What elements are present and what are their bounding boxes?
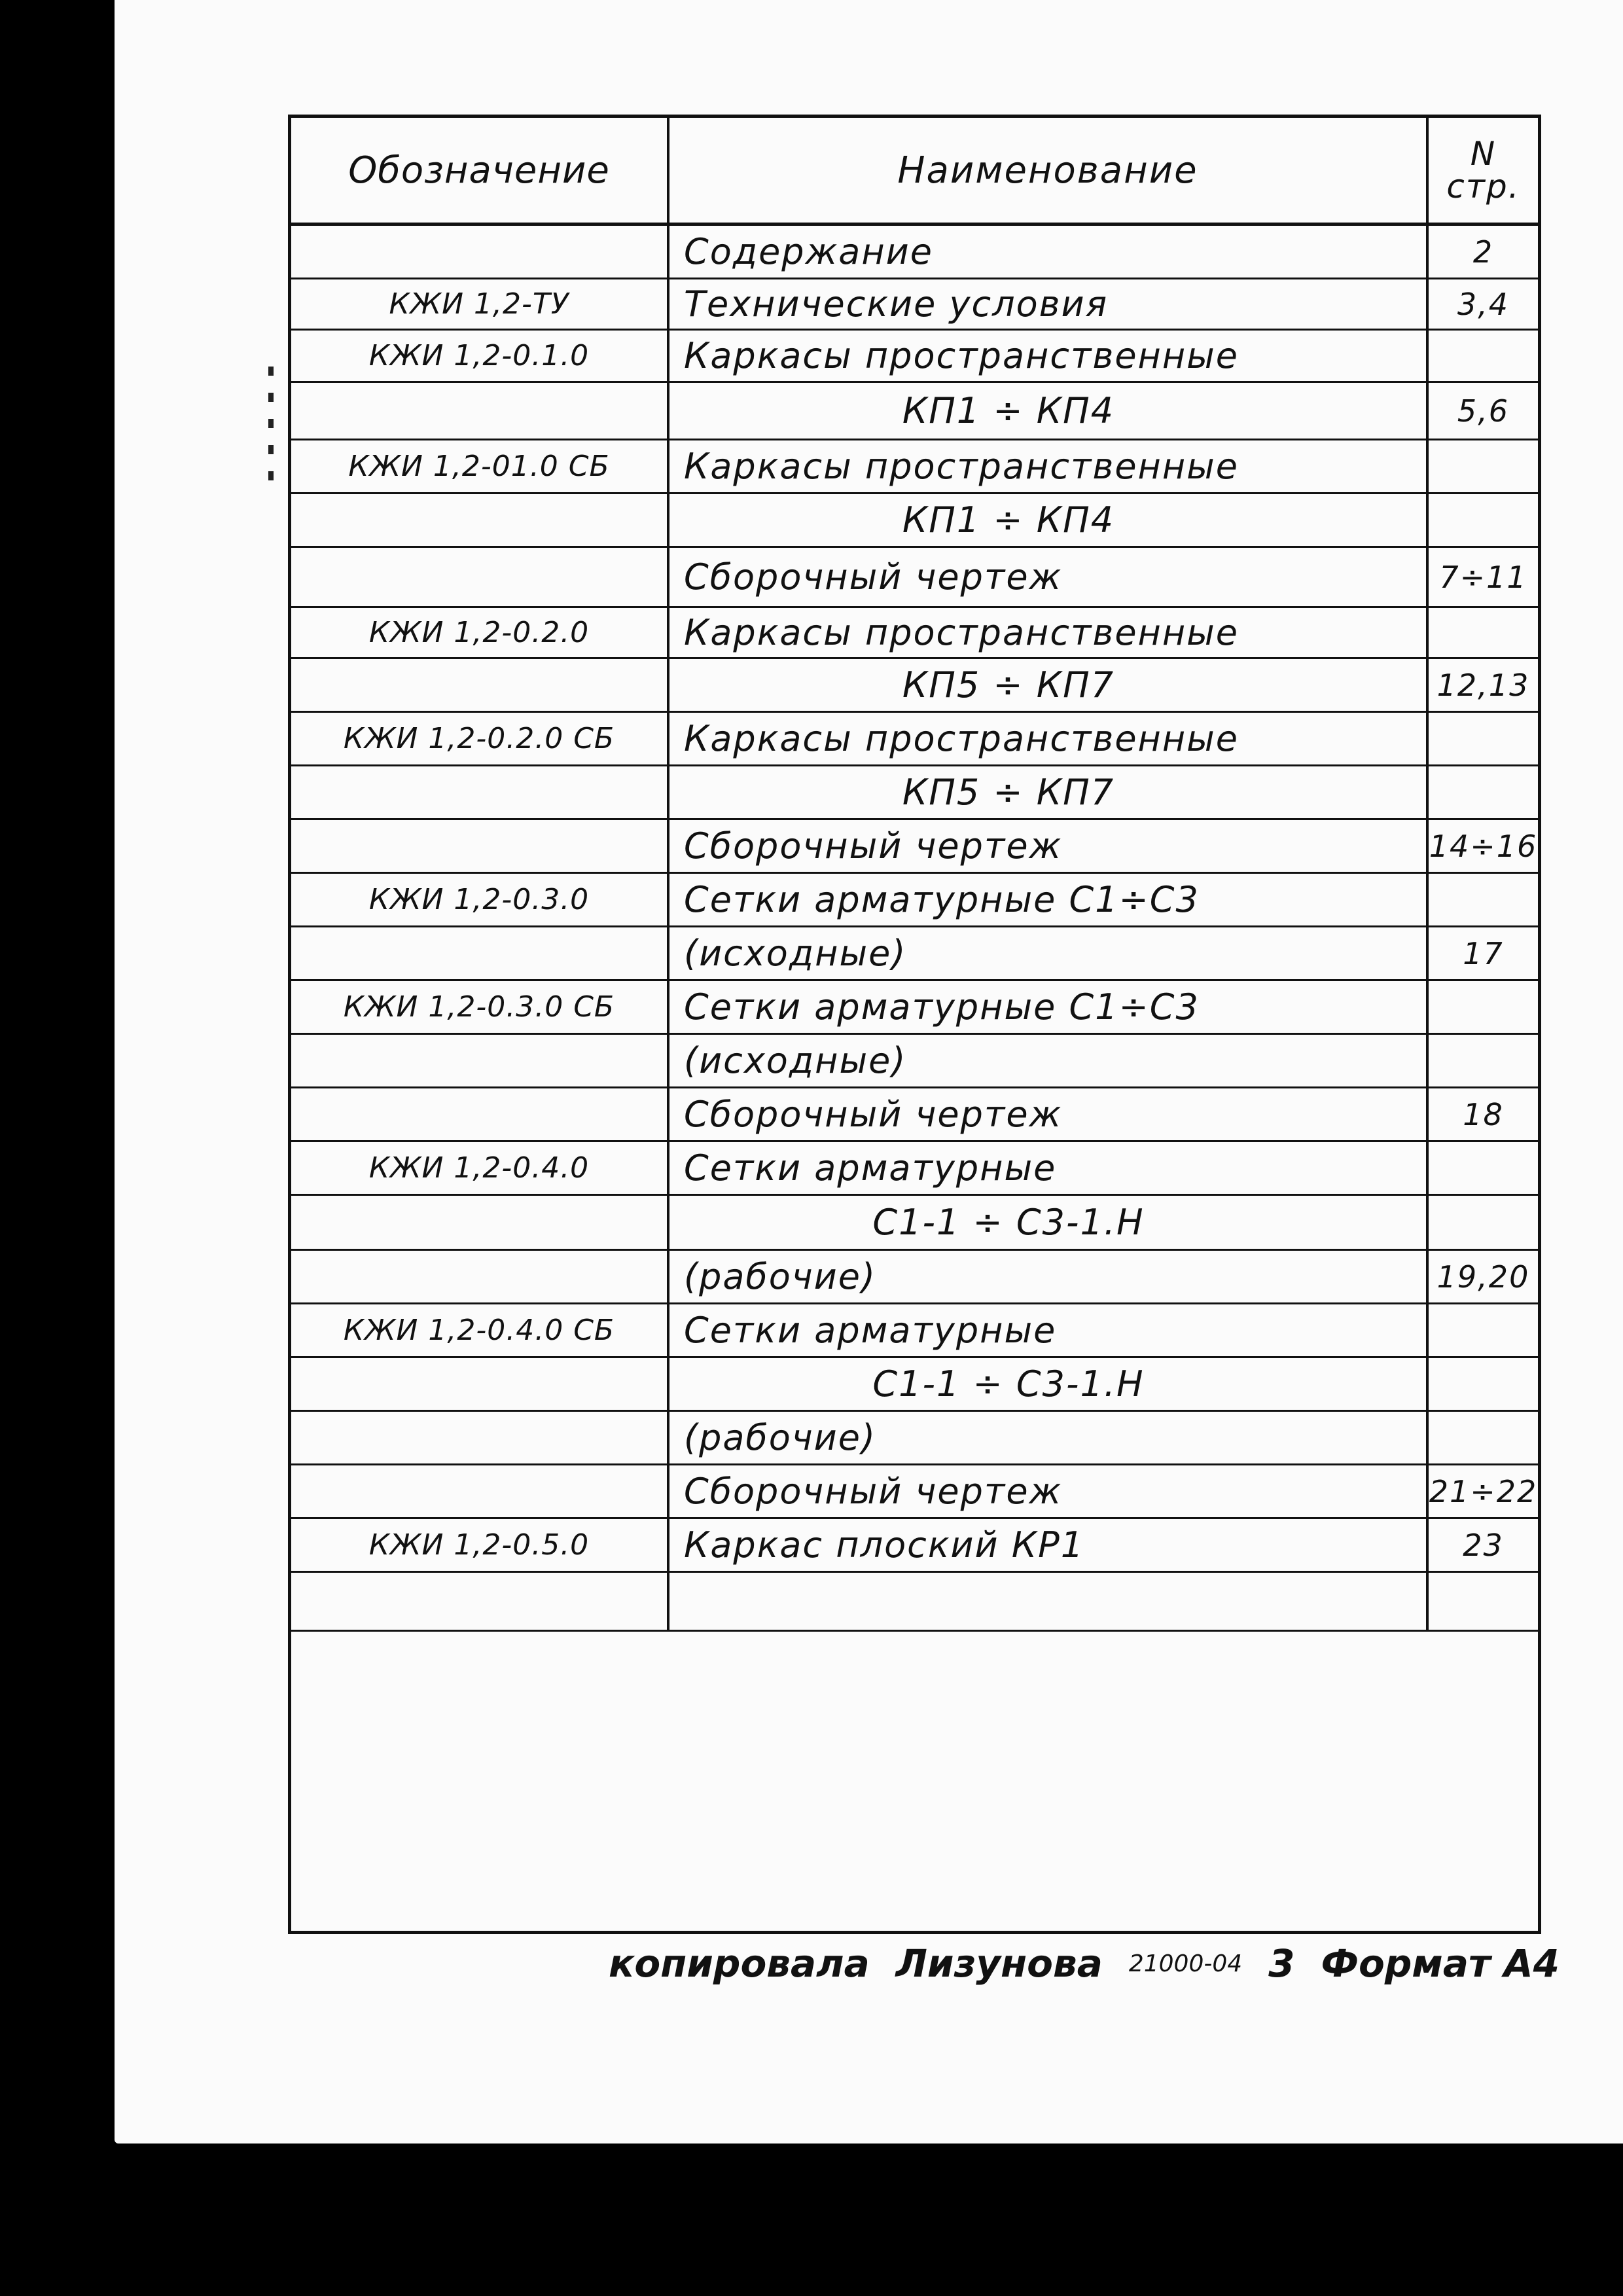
row-name: С1-1 ÷ С3-1.Н — [669, 1196, 1429, 1249]
row-name: КП1 ÷ КП4 — [669, 383, 1429, 439]
footer-name: Лизунова — [895, 1941, 1103, 1986]
row-page: 3,4 — [1457, 286, 1510, 322]
row-designation — [291, 1465, 669, 1517]
row-name: Сетки арматурные С1÷С3 — [669, 981, 1429, 1033]
row-name: Сборочный чертеж — [669, 820, 1429, 872]
row-designation: КЖИ 1,2-0.3.0 СБ — [291, 981, 669, 1033]
row-designation — [291, 383, 669, 439]
footer-format: Формат А4 — [1321, 1941, 1560, 1986]
row-designation — [291, 1035, 669, 1086]
row-name: Каркасы пространственные — [669, 713, 1429, 764]
footer-copied: копировала — [609, 1941, 870, 1986]
table-row — [291, 1251, 1538, 1304]
row-page — [1429, 981, 1538, 1033]
row-name: КП5 ÷ КП7 — [669, 766, 1429, 818]
row-name: Каркасы пространственные — [669, 608, 1429, 657]
row-page: 7÷11 — [1439, 559, 1527, 595]
table-row — [291, 659, 1538, 713]
header-page-no: N — [1470, 135, 1497, 173]
table-header — [291, 118, 1538, 226]
row-page: 21÷22 — [1429, 1473, 1538, 1509]
table-row — [291, 383, 1538, 440]
table-row — [291, 1304, 1538, 1358]
row-name: Содержание — [669, 226, 1429, 278]
row-page — [1429, 1358, 1538, 1410]
row-designation: КЖИ 1,2-0.1.0 — [291, 331, 669, 381]
row-designation — [291, 548, 669, 606]
table-row — [291, 1142, 1538, 1196]
table-row — [291, 331, 1538, 383]
row-designation: КЖИ 1,2-01.0 СБ — [291, 440, 669, 492]
header-designation: Обозначение — [291, 118, 669, 223]
row-page — [1429, 874, 1538, 925]
table-row — [291, 874, 1538, 927]
row-name: Сетки арматурные — [669, 1304, 1429, 1356]
row-designation — [291, 1412, 669, 1463]
row-page — [1429, 494, 1538, 546]
table-row — [291, 440, 1538, 494]
row-name: Технические условия — [669, 279, 1429, 329]
table-row — [291, 1088, 1538, 1142]
row-designation: КЖИ 1,2-0.4.0 — [291, 1142, 669, 1194]
header-page-abbr: стр. — [1446, 168, 1520, 206]
row-name — [669, 1573, 1429, 1630]
row-name: Сетки арматурные С1÷С3 — [669, 874, 1429, 925]
row-page — [1429, 440, 1538, 492]
row-name: Каркасы пространственные — [669, 331, 1429, 381]
row-designation: КЖИ 1,2-0.3.0 — [291, 874, 669, 925]
header-name: Наименование — [669, 118, 1429, 223]
row-page: 23 — [1463, 1527, 1504, 1563]
table-row — [291, 820, 1538, 874]
row-name: (рабочие) — [669, 1251, 1429, 1302]
binding-marks — [257, 367, 283, 563]
row-page — [1429, 331, 1538, 381]
row-designation: КЖИ 1,2-0.5.0 — [291, 1519, 669, 1571]
row-page: 2 — [1472, 234, 1494, 270]
row-name: (исходные) — [669, 1035, 1429, 1086]
row-page — [1429, 1573, 1538, 1630]
table-row — [291, 226, 1538, 279]
table-row — [291, 1412, 1538, 1465]
table-row — [291, 1196, 1538, 1251]
table-row — [291, 1519, 1538, 1573]
table-row — [291, 1358, 1538, 1412]
row-designation — [291, 1358, 669, 1410]
row-designation: КЖИ 1,2-0.2.0 СБ — [291, 713, 669, 764]
table-row — [291, 981, 1538, 1035]
table-row — [291, 766, 1538, 820]
row-name: Сборочный чертеж — [669, 548, 1429, 606]
footer-doc-no: 21000-04 — [1128, 1950, 1243, 1977]
row-designation — [291, 1196, 669, 1249]
table-row — [291, 927, 1538, 981]
table-row — [291, 713, 1538, 766]
row-designation — [291, 1251, 669, 1302]
row-designation — [291, 1573, 669, 1630]
row-name: Сборочный чертеж — [669, 1465, 1429, 1517]
row-page: 14÷16 — [1429, 828, 1538, 864]
row-name: Каркас плоский КР1 — [669, 1519, 1429, 1571]
row-designation — [291, 766, 669, 818]
row-page: 19,20 — [1436, 1259, 1530, 1295]
row-designation — [291, 927, 669, 979]
row-designation — [291, 659, 669, 711]
table-row — [291, 1035, 1538, 1088]
row-name: КП5 ÷ КП7 — [669, 659, 1429, 711]
footer-sheet: 3 — [1268, 1941, 1295, 1986]
drawing-frame — [288, 115, 1541, 1934]
table-row — [291, 279, 1538, 331]
row-designation — [291, 226, 669, 278]
row-page: 17 — [1463, 935, 1504, 971]
row-page: 18 — [1463, 1096, 1504, 1132]
row-page — [1429, 1035, 1538, 1086]
table-row — [291, 548, 1538, 608]
contents-table — [291, 118, 1538, 1632]
row-designation: КЖИ 1,2-0.2.0 — [291, 608, 669, 657]
row-designation: КЖИ 1,2-ТУ — [291, 279, 669, 329]
row-page — [1429, 1142, 1538, 1194]
table-body — [291, 226, 1538, 1632]
row-name: (исходные) — [669, 927, 1429, 979]
row-name: С1-1 ÷ С3-1.Н — [669, 1358, 1429, 1410]
row-name: Сетки арматурные — [669, 1142, 1429, 1194]
table-row — [291, 494, 1538, 548]
row-page — [1429, 608, 1538, 657]
table-row — [291, 1573, 1538, 1632]
row-designation — [291, 820, 669, 872]
header-page — [1429, 118, 1538, 223]
row-page — [1429, 1196, 1538, 1249]
table-row — [291, 608, 1538, 659]
table-row — [291, 1465, 1538, 1519]
row-name: КП1 ÷ КП4 — [669, 494, 1429, 546]
row-page: 5,6 — [1457, 393, 1510, 429]
row-designation — [291, 494, 669, 546]
row-name: Каркасы пространственные — [669, 440, 1429, 492]
row-designation — [291, 1088, 669, 1140]
row-page — [1429, 1412, 1538, 1463]
row-page — [1429, 713, 1538, 764]
row-page: 12,13 — [1436, 667, 1530, 703]
copy-footer — [609, 1934, 1560, 1993]
row-name: Сборочный чертеж — [669, 1088, 1429, 1140]
row-designation: КЖИ 1,2-0.4.0 СБ — [291, 1304, 669, 1356]
row-name: (рабочие) — [669, 1412, 1429, 1463]
row-page — [1429, 766, 1538, 818]
row-page — [1429, 1304, 1538, 1356]
